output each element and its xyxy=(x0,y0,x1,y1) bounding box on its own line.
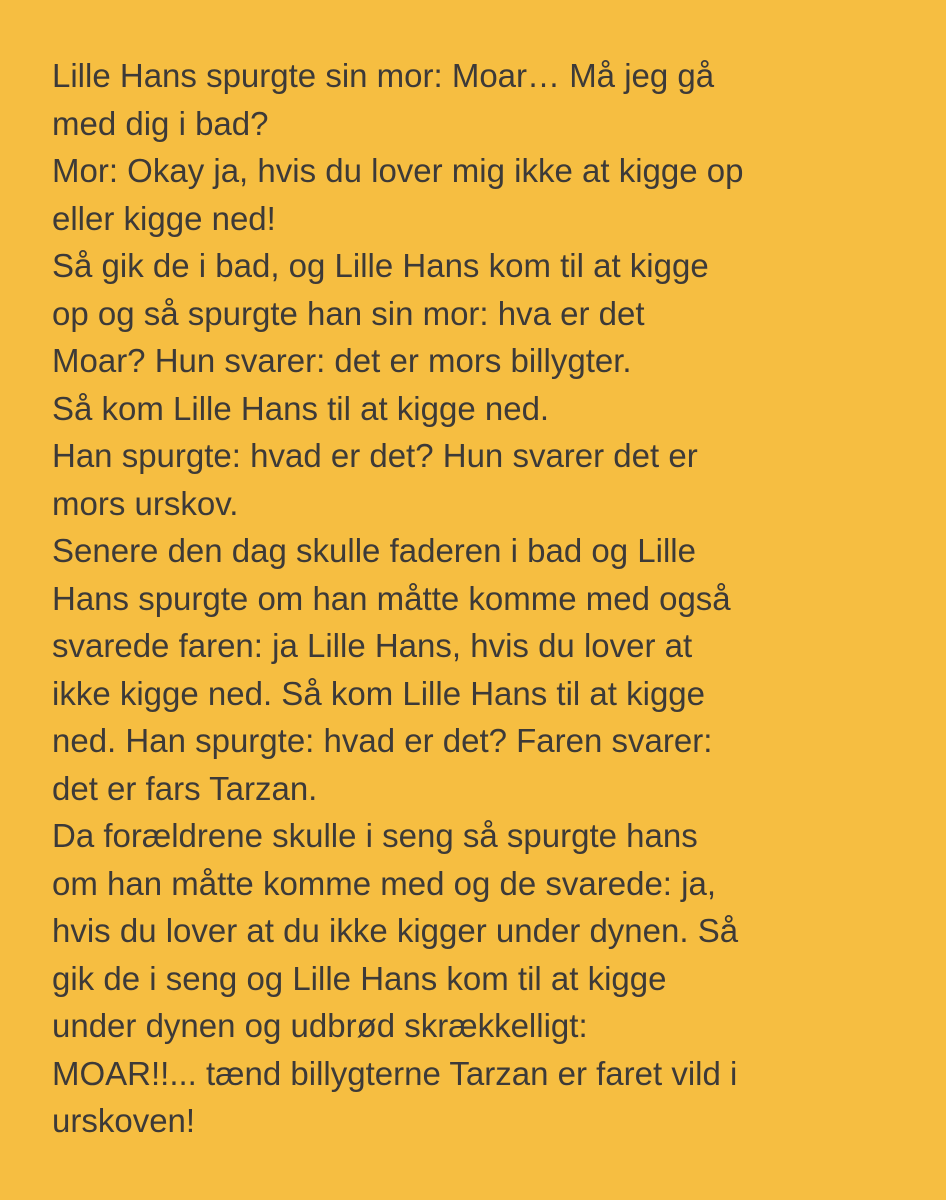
text-line: svarede faren: ja Lille Hans, hvis du lover at xyxy=(52,627,693,664)
text-line: ikke kigge ned. Så kom Lille Hans til at kigge xyxy=(52,674,706,712)
text-line: Da forældrene skulle i seng så spurgte hans xyxy=(52,817,698,854)
text-line: under dynen og udbrød skrækkelligt: xyxy=(52,1007,588,1044)
text-line: Han spurgte: hvad er det? Hun svarer det er xyxy=(52,437,698,474)
text-line: Lille Hans spurgte sin mor: Moar… Må jeg gå xyxy=(52,57,715,94)
text-line: urskoven! xyxy=(52,1102,196,1139)
text-line: Hans spurgte om han måtte komme med også xyxy=(52,579,731,617)
text-line: mors urskov. xyxy=(52,484,239,522)
text-line: op og så spurgte han sin mor: hva er det xyxy=(52,294,645,332)
joke-text xyxy=(52,52,906,1145)
text-line: hvis du lover at du ikke kigger under dynen. Så xyxy=(52,912,739,949)
text-line: det er fars Tarzan. xyxy=(52,769,318,807)
text-line: Så kom Lille Hans til at kigge ned. xyxy=(52,389,550,427)
text-line: Moar? Hun svarer: det er mors billygter. xyxy=(52,342,632,379)
text-line: Mor: Okay ja, hvis du lover mig ikke at kigge op xyxy=(52,152,744,189)
text-line: gik de i seng og Lille Hans kom til at kigge xyxy=(52,959,667,997)
text-line: MOAR!!... tænd billygterne Tarzan er faret vild i xyxy=(52,1054,738,1092)
text-line: med dig i bad? xyxy=(52,104,269,142)
text-line: Senere den dag skulle faderen i bad og Lille xyxy=(52,532,696,569)
text-line: eller kigge ned! xyxy=(52,199,276,237)
text-line: om han måtte komme med og de svarede: ja, xyxy=(52,864,716,902)
text-line: Så gik de i bad, og Lille Hans kom til at kigge xyxy=(52,247,709,284)
text-line: ned. Han spurgte: hvad er det? Faren svarer: xyxy=(52,722,713,759)
